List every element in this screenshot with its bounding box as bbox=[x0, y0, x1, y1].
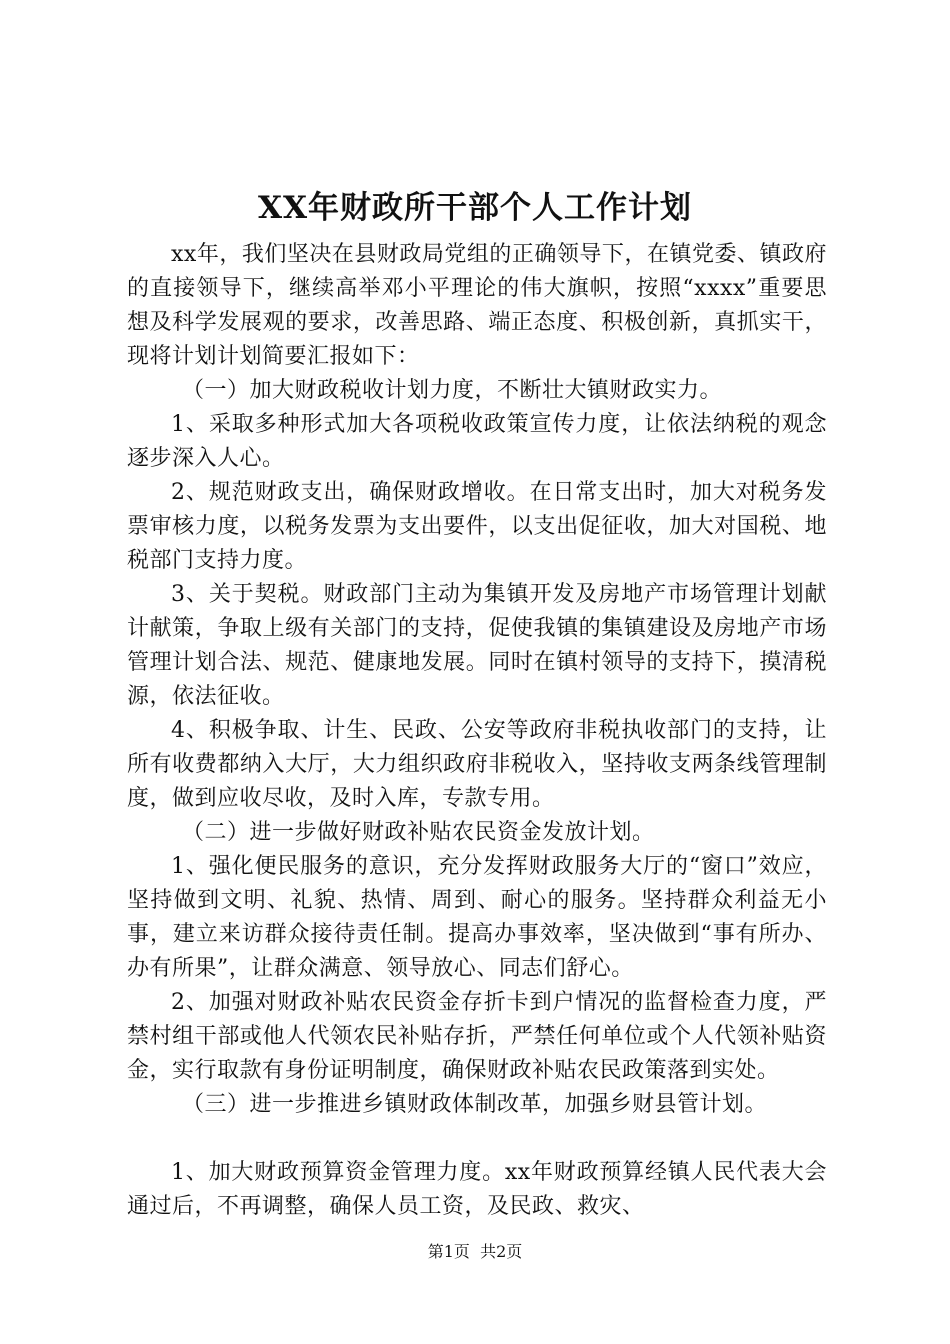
document-title: XX年财政所干部个人工作计划 bbox=[257, 190, 693, 226]
paragraph-1-3: 3、关于契税。财政部门主动为集镇开发及房地产市场管理计划献计献策，争取上级有关部门的支持，促使我镇的集镇建设及房地产市场管理计划合法、规范、健康地发展。同时在镇村领导的支持下，摸清税源，依法征收。 bbox=[127, 582, 827, 709]
page-number: 第1页 bbox=[427, 1242, 470, 1261]
paragraph-1-1: 1、采取多种形式加大各项税收政策宣传力度，让依法纳税的观念逐步深入人心。 bbox=[127, 412, 827, 471]
section-heading-3: （三）进一步推进乡镇财政体制改革，加强乡财县管计划。 bbox=[182, 1092, 768, 1117]
page-footer bbox=[0, 1240, 950, 1264]
document-body bbox=[127, 238, 827, 1224]
intro-paragraph: xx年，我们坚决在县财政局党组的正确领导下，在镇党委、镇政府的直接领导下，继续高举邓小平理论的伟大旗帜，按照“xxxx”重要思想及科学发展观的要求，改善思路、端正态度、积极创新，真抓实干，现将计划计划简要汇报如下： bbox=[127, 242, 827, 369]
paragraph-1-2: 2、规范财政支出，确保财政增收。在日常支出时，加大对税务发票审核力度，以税务发票为支出要件，以支出促征收，加大对国税、地税部门支持力度。 bbox=[127, 480, 827, 573]
paragraph-3-1: 1、加大财政预算资金管理力度。xx年财政预算经镇人民代表大会通过后，不再调整，确保人员工资，及民政、救灾、 bbox=[127, 1160, 827, 1219]
section-heading-2: （二）进一步做好财政补贴农民资金发放计划。 bbox=[182, 820, 655, 845]
section-heading-1: （一）加大财政税收计划力度，不断壮大镇财政实力。 bbox=[182, 378, 723, 403]
paragraph-2-1: 1、强化便民服务的意识，充分发挥财政服务大厅的“窗口”效应，坚持做到文明、礼貌、热情、周到、耐心的服务。坚持群众利益无小事，建立来访群众接待责任制。提高办事效率，坚决做到“事有所办、办有所果”，让群众满意、领导放心、同志们舒心。 bbox=[127, 854, 827, 981]
page-total: 共2页 bbox=[480, 1242, 523, 1261]
paragraph-2-2: 2、加强对财政补贴农民资金存折卡到户情况的监督检查力度，严禁村组干部或他人代领农民补贴存折，严禁任何单位或个人代领补贴资金，实行取款有身份证明制度，确保财政补贴农民政策落到实处。 bbox=[127, 990, 827, 1083]
paragraph-1-4: 4、积极争取、计生、民政、公安等政府非税执收部门的支持，让所有收费都纳入大厅，大力组织政府非税收入，坚持收支两条线管理制度，做到应收尽收，及时入库，专款专用。 bbox=[127, 718, 827, 811]
